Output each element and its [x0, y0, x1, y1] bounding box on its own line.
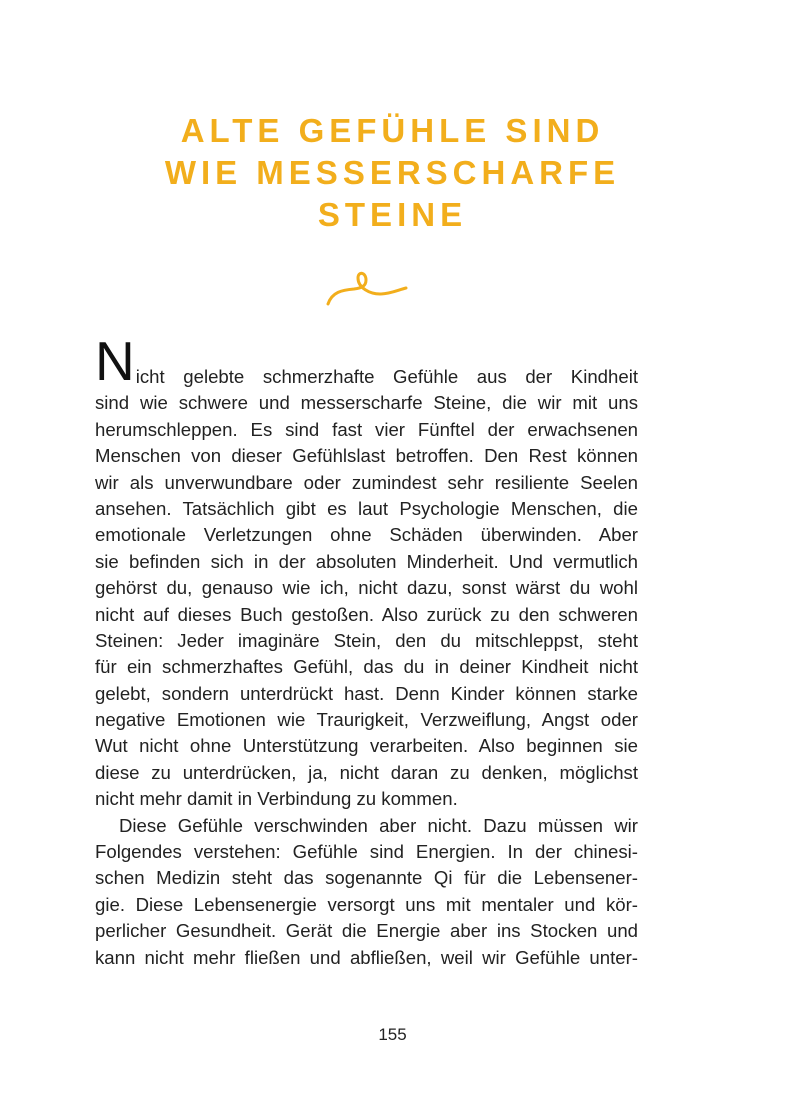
text-line: Menschen von dieser Gefühlslast betroffen. Den Rest können — [95, 445, 638, 467]
heading-line: WIE MESSERSCHARFE — [164, 154, 621, 191]
text-line — [95, 330, 638, 392]
text-line: negative Emotionen wie Traurigkeit, Verzweiflung, Angst oder — [95, 709, 638, 731]
text-line: für ein schmerzhaftes Gefühl, das du in deiner Kindheit nicht — [95, 656, 638, 678]
text-line: gelebt, sondern unterdrückt hast. Denn Kinder können starke — [95, 682, 638, 704]
text-line: Steinen: Jeder imaginäre Stein, den du mitschleppst, steht — [95, 629, 638, 651]
text-line: diese zu unterdrücken, ja, nicht daran zu denken, möglichst — [95, 761, 638, 783]
text-line: wir als unverwundbare oder zumindest sehr resiliente Seelen — [95, 471, 638, 493]
text-line: perlicher Gesundheit. Gerät die Energie aber ins Stocken und — [95, 920, 638, 942]
page-number: 155 — [378, 1025, 407, 1044]
text-line: herumschleppen. Es sind fast vier Fünftel der erwachsenen — [95, 418, 638, 440]
chapter-heading — [0, 110, 785, 236]
heading-line: ALTE GEFÜHLE SIND — [180, 112, 605, 149]
body-text — [95, 330, 638, 971]
text-line: sie befinden sich in der absoluten Minderheit. Und vermutlich — [95, 550, 638, 572]
text-line: nicht mehr damit in Verbindung zu kommen. — [95, 788, 458, 810]
text-line: icht gelebte schmerzhafte Gefühle aus der Kindheit — [135, 366, 638, 387]
drop-cap: N — [95, 330, 135, 392]
text-line: sind wie schwere und messerscharfe Steine, die wir mit uns — [95, 392, 638, 414]
flourish-ornament-icon — [322, 262, 412, 310]
text-line: Wut nicht ohne Unterstützung verarbeiten. Also beginnen sie — [95, 735, 638, 757]
text-line: gie. Diese Lebensenergie versorgt uns mit mentaler und kör- — [95, 893, 638, 915]
text-line: Folgendes verstehen: Gefühle sind Energien. In der chinesi- — [95, 841, 638, 863]
text-line: gehörst du, genauso wie ich, nicht dazu, sonst wärst du wohl — [95, 577, 638, 599]
text-line: kann nicht mehr fließen und abfließen, weil wir Gefühle unter- — [95, 946, 638, 968]
text-line: emotionale Verletzungen ohne Schäden überwinden. Aber — [95, 524, 638, 546]
heading-line: STEINE — [317, 196, 468, 233]
text-line: ansehen. Tatsächlich gibt es laut Psychologie Menschen, die — [95, 497, 638, 519]
text-line: schen Medizin steht das sogenannte Qi für die Lebensener- — [95, 867, 638, 889]
text-line: nicht auf dieses Buch gestoßen. Also zurück zu den schweren — [95, 603, 638, 625]
text-line: Diese Gefühle verschwinden aber nicht. Dazu müssen wir — [119, 814, 638, 836]
